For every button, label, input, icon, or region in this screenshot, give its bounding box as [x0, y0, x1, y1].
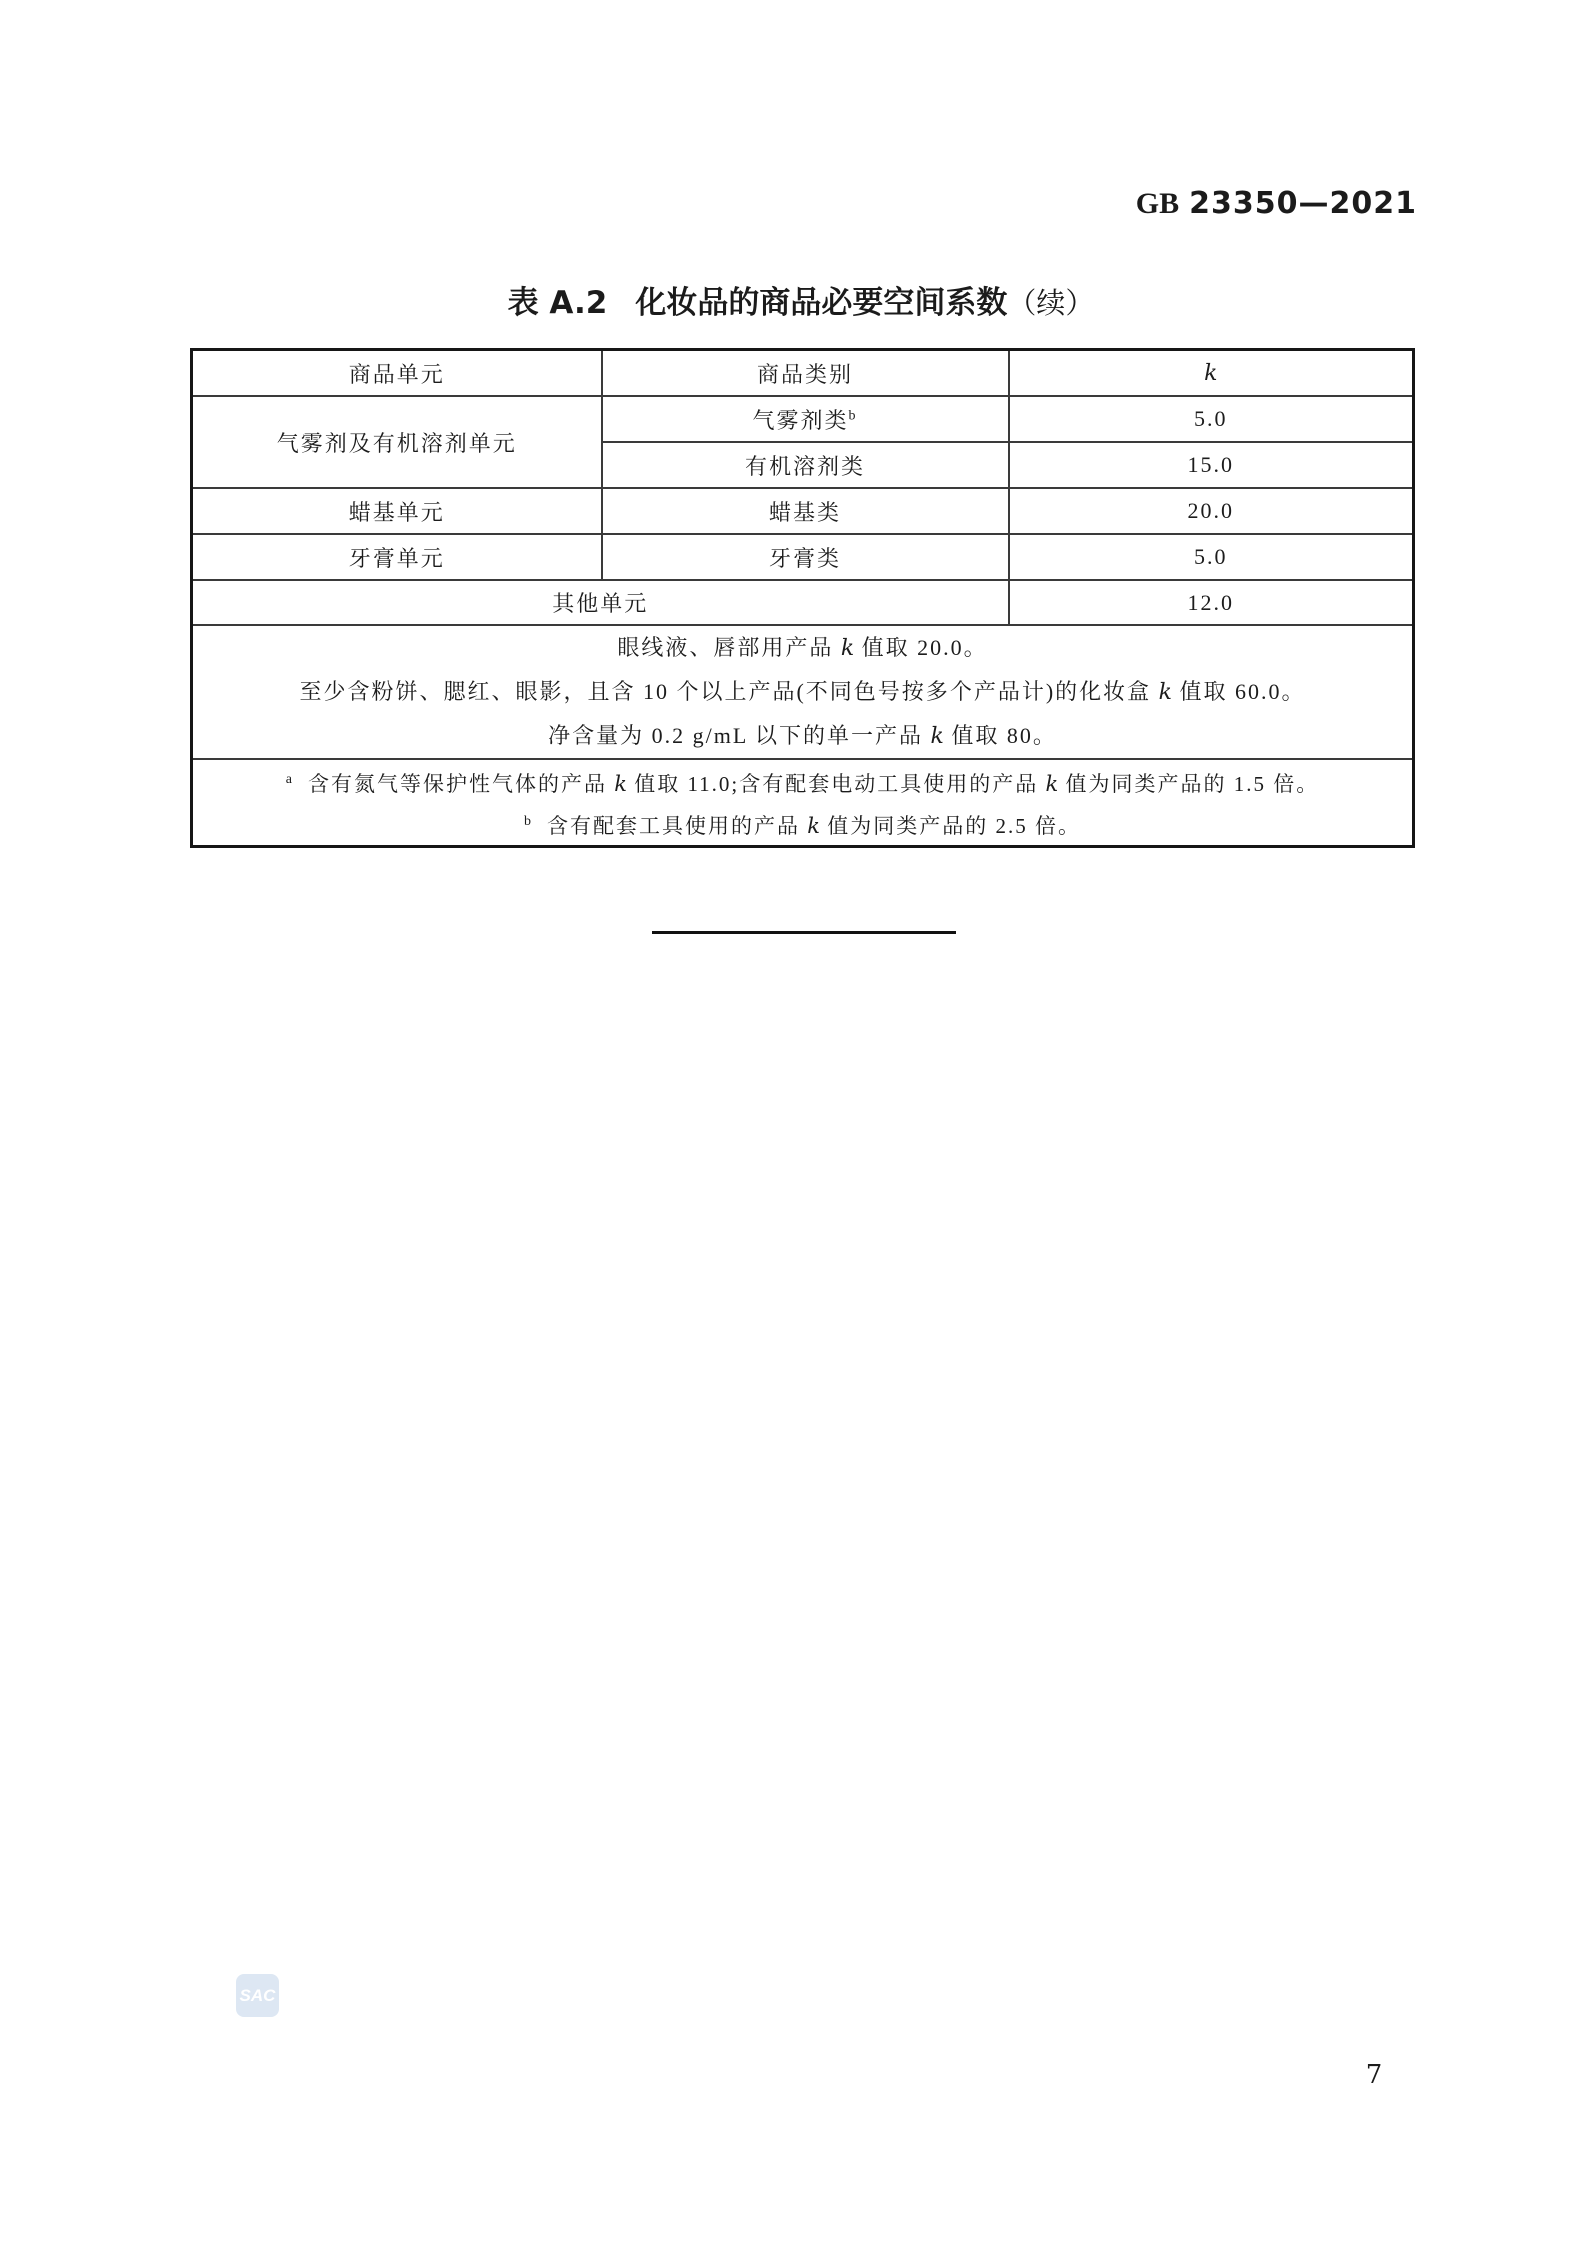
space-coefficient-table: [190, 348, 1415, 848]
cell-unit: 气雾剂及有机溶剂单元: [192, 396, 602, 488]
table-title-continued: （续）: [1007, 288, 1095, 320]
table-footnote: [193, 761, 1412, 803]
sac-watermark-logo: [236, 1974, 279, 2017]
table-note: 眼线液、唇部用产品 k 值取 20.0。: [617, 635, 988, 661]
table-row: [192, 396, 1414, 442]
standard-code-prefix: GB: [1135, 187, 1180, 220]
standard-code: [1136, 186, 1417, 221]
cell-category: 气雾剂类$^b$: [602, 396, 1009, 442]
table-footnote: [193, 803, 1412, 845]
header-cell-category: 商品类别: [602, 350, 1009, 397]
sac-watermark-text: SAC: [239, 1985, 276, 2005]
cell-category: 蜡基类: [602, 488, 1009, 534]
table-row: [192, 534, 1414, 580]
table-row: [192, 580, 1414, 625]
cell-unit-merged: 其他单元: [192, 580, 1009, 625]
footnote-marker: a: [285, 771, 294, 787]
table-header-row: [192, 350, 1414, 397]
header-cell-k: k: [1009, 350, 1414, 397]
end-of-table-rule: [652, 931, 956, 934]
table-row: [192, 488, 1414, 534]
standard-code-number: 23350—2021: [1189, 186, 1417, 221]
table-title-text: 化妆品的商品必要空间系数: [635, 285, 1008, 321]
table-notes-cell: [192, 625, 1414, 759]
table-footnotes-row: [192, 759, 1414, 847]
footnote-marker: b: [524, 813, 533, 829]
footnote-text: 含有配套工具使用的产品 k 值为同类产品的 2.5 倍。: [547, 813, 1081, 838]
cell-k-value: 5.0: [1009, 396, 1414, 442]
cell-category: 牙膏类: [602, 534, 1009, 580]
page-number: 7: [1365, 2060, 1383, 2090]
footnote-text: 含有氮气等保护性气体的产品 k 值取 11.0;含有配套电动工具使用的产品 k 值为同类产品的 1.5 倍。: [307, 771, 1320, 796]
cell-k-value: 5.0: [1009, 534, 1414, 580]
table-notes-row: [192, 625, 1414, 759]
table-footnotes-cell: [192, 759, 1414, 847]
cell-k-value: 20.0: [1009, 488, 1414, 534]
cell-k-value: 12.0: [1009, 580, 1414, 625]
cell-k-value: 15.0: [1009, 442, 1414, 488]
table-note: 至少含粉饼、腮红、眼影，且含 10 个以上产品(不同色号按多个产品计)的化妆盒 k 值取 60.0。: [299, 679, 1306, 705]
table-title: [190, 286, 1412, 321]
table-title-number: 表 A.2: [507, 285, 608, 321]
cell-category: 有机溶剂类: [602, 442, 1009, 488]
cell-unit: 牙膏单元: [192, 534, 602, 580]
cell-unit: 蜡基单元: [192, 488, 602, 534]
header-cell-unit: 商品单元: [192, 350, 602, 397]
table-note: 净含量为 0.2 g/mL 以下的单一产品 k 值取 80。: [548, 723, 1057, 749]
